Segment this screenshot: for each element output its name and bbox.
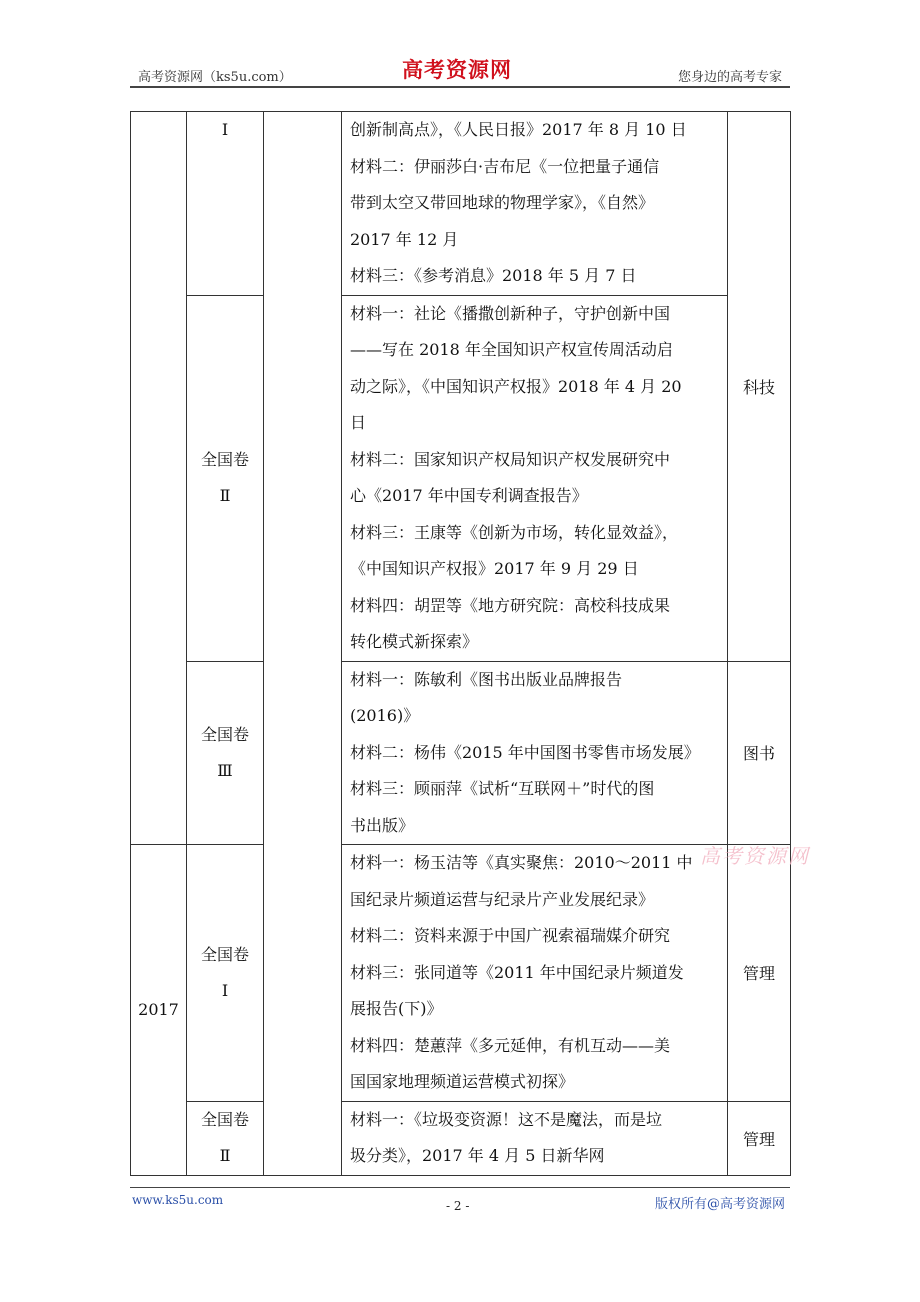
topic-cell bbox=[728, 845, 791, 1102]
volume-label: Ⅰ bbox=[221, 120, 229, 139]
material-line: 材料一：社论《播撒创新种子，守护创新中国 bbox=[350, 303, 671, 323]
material-line: (2016)》 bbox=[350, 706, 420, 725]
header-divider bbox=[130, 86, 790, 88]
material-line: 材料四：胡罡等《地方研究院：高校科技成果 bbox=[350, 595, 671, 615]
volume-cell bbox=[187, 295, 264, 661]
table-row bbox=[131, 112, 791, 296]
material-line: 国国家地理频道运营模式初探》 bbox=[350, 1072, 575, 1091]
footer-copyright: 版权所有@高考资源网 bbox=[654, 1197, 785, 1212]
material-line: 材料三：《参考消息》2018 年 5 月 7 日 bbox=[350, 266, 637, 285]
table-row bbox=[131, 661, 791, 845]
materials-cell bbox=[342, 112, 728, 296]
material-line: 国纪录片频道运营与纪录片产业发展纪录》 bbox=[350, 889, 655, 909]
header-site-name: 高考资源网（ks5u.com） bbox=[138, 70, 292, 85]
volume-number: Ⅱ bbox=[219, 486, 231, 505]
materials-table bbox=[130, 111, 791, 1176]
material-line: 圾分类》，2017 年 4 月 5 日新华网 bbox=[350, 1146, 605, 1165]
footer-divider bbox=[130, 1187, 790, 1188]
year-cell bbox=[131, 112, 187, 845]
watermark: 高考资源网 bbox=[700, 844, 810, 868]
topic-cell bbox=[728, 112, 791, 662]
material-line: 材料一：杨玉洁等《真实聚焦：2010～2011 中 bbox=[350, 853, 693, 872]
topic-cell bbox=[728, 661, 791, 845]
material-line: 材料一：陈敏利《图书出版业品牌报告 bbox=[350, 669, 623, 689]
material-line: 《中国知识产权报》2017 年 9 月 29 日 bbox=[350, 559, 639, 578]
page-header bbox=[130, 58, 790, 88]
material-line: 材料三：王康等《创新为市场，转化显效益》， bbox=[350, 522, 679, 542]
material-line: 材料四：楚蕙萍《多元延伸，有机互动——美 bbox=[350, 1035, 671, 1055]
year-label: 2017 bbox=[138, 1000, 179, 1020]
volume-number: Ⅲ bbox=[217, 760, 233, 780]
material-line: 转化模式新探索》 bbox=[350, 632, 479, 651]
material-line: 材料二：国家知识产权局知识产权发展研究中 bbox=[350, 449, 671, 469]
volume-cell bbox=[187, 661, 264, 845]
volume-cell bbox=[187, 1101, 264, 1175]
volume-number: Ⅰ bbox=[221, 980, 229, 1000]
topic-label: 管理 bbox=[742, 1129, 775, 1149]
header-slogan: 您身边的高考专家 bbox=[677, 70, 782, 85]
material-line: 动之际》，《中国知识产权报》2018 年 4 月 20 bbox=[350, 376, 682, 396]
materials-cell bbox=[342, 661, 728, 845]
material-line: 2017 年 12 月 bbox=[350, 229, 459, 249]
material-line: 材料一：《垃圾变资源！这不是魔法，而是垃 bbox=[350, 1109, 663, 1129]
material-line: 书出版》 bbox=[350, 815, 415, 835]
table-row bbox=[131, 845, 791, 1102]
topic-label: 管理 bbox=[742, 964, 775, 984]
volume-cell bbox=[187, 845, 264, 1102]
materials-cell bbox=[342, 1101, 728, 1175]
table-row bbox=[131, 1101, 791, 1175]
blank-column-cell bbox=[264, 112, 342, 1176]
volume-label: 全国卷 bbox=[200, 944, 249, 964]
volume-number: Ⅱ bbox=[219, 1146, 231, 1165]
header-logo: 高考资源网 bbox=[402, 57, 512, 82]
material-line: 材料二：杨伟《2015 年中国图书零售市场发展》 bbox=[350, 742, 700, 762]
topic-cell bbox=[728, 1101, 791, 1175]
material-line: 材料二：资料来源于中国广视索福瑞媒介研究 bbox=[350, 926, 671, 945]
material-line: 创新制高点》，《人民日报》2017 年 8 月 10 日 bbox=[350, 120, 687, 139]
materials-cell bbox=[342, 845, 728, 1102]
footer-site-link[interactable]: www.ks5u.com bbox=[132, 1193, 224, 1207]
material-line: 展报告(下)》 bbox=[350, 999, 443, 1018]
material-line: 带到太空又带回地球的物理学家》，《自然》 bbox=[350, 193, 655, 212]
material-line: 心《2017 年中国专利调查报告》 bbox=[350, 486, 588, 505]
material-line: 材料三：顾丽萍《试析“互联网＋”时代的图 bbox=[350, 779, 655, 798]
materials-cell bbox=[342, 295, 728, 661]
volume-cell bbox=[187, 112, 264, 296]
volume-label: 全国卷 bbox=[200, 450, 249, 469]
topic-label: 科技 bbox=[742, 377, 775, 397]
volume-label: 全国卷 bbox=[200, 724, 249, 744]
volume-label: 全国卷 bbox=[200, 1110, 249, 1129]
topic-label: 图书 bbox=[742, 744, 775, 764]
page-number: - 2 - bbox=[446, 1199, 470, 1213]
table-row bbox=[131, 295, 791, 661]
material-line: ——写在 2018 年全国知识产权宣传周活动启 bbox=[350, 340, 673, 359]
material-line: 材料二：伊丽莎白·吉布尼《一位把量子通信 bbox=[350, 156, 660, 176]
material-line: 日 bbox=[350, 413, 367, 432]
year-cell bbox=[131, 845, 187, 1176]
material-line: 材料三：张同道等《2011 年中国纪录片频道发 bbox=[350, 962, 684, 982]
